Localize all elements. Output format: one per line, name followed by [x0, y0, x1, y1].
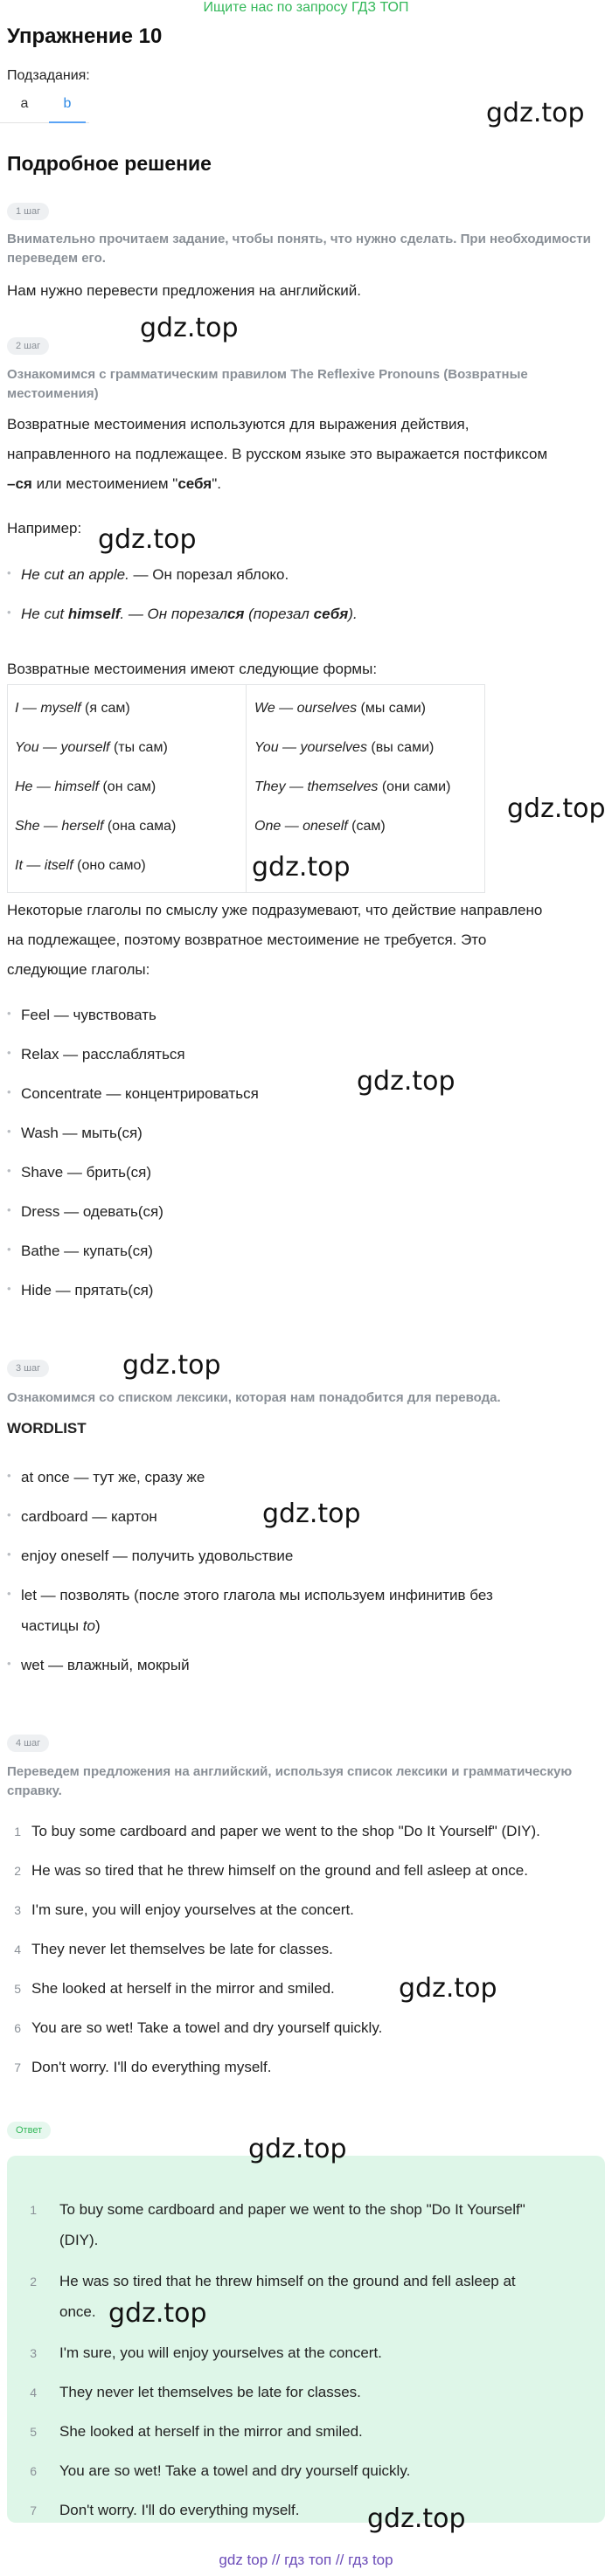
- table-cell: I — myself (я сам): [15, 701, 130, 716]
- list-number: 3: [14, 1903, 21, 1917]
- sentence: She looked at herself in the mirror and smiled.: [31, 1980, 335, 1997]
- step-intro: Ознакомимся со списком лексики, которая нам понадобится для перевода.: [7, 1390, 501, 1405]
- verb-item: • Wash — мыть(ся): [21, 1125, 143, 1142]
- watermark: gdz.top: [108, 2298, 207, 2329]
- forms-label: Возвратные местоимения имеют следующие формы:: [7, 661, 378, 677]
- list-number: 1: [30, 2203, 37, 2217]
- list-number: 7: [30, 2503, 37, 2517]
- table-cell: He — himself (он сам): [15, 779, 156, 794]
- wordlist-item: • cardboard — картон: [21, 1508, 157, 1526]
- watermark: gdz.top: [262, 1499, 361, 1529]
- example-item: [21, 606, 358, 623]
- suffix-term: –ся: [7, 475, 32, 492]
- active-tab-indicator: [49, 121, 86, 123]
- table-cell: You — yourselves (вы сами): [254, 740, 435, 755]
- list-number: 2: [14, 1864, 21, 1878]
- wordlist-heading: WORDLIST: [7, 1420, 87, 1437]
- sentence: He was so tired that he threw himself on the ground and fell asleep at once.: [31, 1862, 528, 1879]
- watermark: gdz.top: [507, 793, 606, 824]
- verb-item: • Relax — расслабляться: [21, 1046, 185, 1063]
- sentence: Don't worry. I'll do everything myself.: [31, 2059, 272, 2075]
- verb-item: • Concentrate — концентрироваться: [21, 1085, 259, 1103]
- step-badge: 1 шаг: [7, 203, 49, 220]
- footer-links[interactable]: gdz top // гдз топ // гдз top: [219, 2552, 393, 2568]
- watermark: gdz.top: [367, 2503, 466, 2534]
- sentence: To buy some cardboard and paper we went to the shop "Do It Yourself" (DIY).: [31, 1823, 540, 1839]
- pronoun-table: [7, 684, 485, 893]
- verb-item: • Dress — одевать(ся): [21, 1203, 163, 1221]
- table-cell: We — ourselves (мы сами): [254, 701, 426, 716]
- example-item: [21, 566, 289, 584]
- table-cell: One — oneself (сам): [254, 819, 386, 834]
- list-number: 5: [14, 1982, 21, 1996]
- watermark: gdz.top: [140, 313, 239, 343]
- pronoun-term: себя: [177, 475, 212, 492]
- grammar-line: направленного на подлежащее. В русском языке это выражается постфиксом: [7, 446, 548, 462]
- table-cell: She — herself (она сама): [15, 819, 177, 834]
- wordlist-item: • let — позволять (после этого глагола мы используем инфинитив без: [21, 1587, 493, 1604]
- example-ru: — Он порезал яблоко.: [129, 566, 289, 583]
- list-number: 6: [30, 2464, 37, 2478]
- verb-item: • Hide — прятать(ся): [21, 1282, 153, 1299]
- answer-sentence-continuation: (DIY).: [59, 2232, 99, 2248]
- step-badge: 2 шаг: [7, 337, 49, 355]
- grammar-line: Возвратные местоимения используются для выражения действия,: [7, 416, 469, 433]
- answer-sentence: You are so wet! Take a towel and dry yourself quickly.: [59, 2462, 411, 2479]
- watermark: gdz.top: [399, 1973, 497, 2004]
- list-number: 4: [14, 1942, 21, 1956]
- grammar-paragraph: [7, 410, 602, 499]
- paragraph-line: следующие глаголы:: [7, 961, 150, 978]
- table-cell: They — themselves (они сами): [254, 779, 451, 794]
- step-badge: 3 шаг: [7, 1360, 49, 1377]
- answer-box: [7, 2156, 605, 2523]
- step-intro: Внимательно прочитаем задание, чтобы понять, что нужно сделать. При необходимости переведем его.: [7, 232, 591, 266]
- grammar-line: [7, 469, 602, 499]
- paragraph-line: на подлежащее, поэтому возвратное местоимение не требуется. Это: [7, 931, 487, 948]
- wordlist-item: • wet — влажный, мокрый: [21, 1657, 190, 1674]
- verb-item: • Bathe — купать(ся): [21, 1243, 153, 1260]
- step-badge: 4 шаг: [7, 1735, 49, 1752]
- watermark: gdz.top: [486, 98, 585, 128]
- list-number: 3: [30, 2346, 37, 2360]
- tab-b[interactable]: b: [63, 96, 72, 111]
- answer-sentence: Don't worry. I'll do everything myself.: [59, 2502, 300, 2518]
- page-title: Упражнение 10: [7, 24, 163, 48]
- step-intro: Переведем предложения на английский, используя список лексики и грамматическую справку.: [7, 1764, 573, 1798]
- wordlist-item: • enjoy oneself — получить удовольствие: [21, 1548, 293, 1565]
- watermark: gdz.top: [98, 524, 197, 555]
- example-ru: . — Он порезал: [120, 606, 227, 622]
- sentence: You are so wet! Take a towel and dry yourself quickly.: [31, 2019, 383, 2036]
- answer-sentence: To buy some cardboard and paper we went to the shop "Do It Yourself": [59, 2201, 525, 2218]
- example-en: He cut: [21, 606, 68, 622]
- text-fragment: или местоимением ": [31, 475, 178, 492]
- solution-heading: Подробное решение: [7, 152, 212, 175]
- text-fragment: ".: [212, 475, 221, 492]
- sentence: I'm sure, you will enjoy yourselves at the concert.: [31, 1901, 354, 1918]
- table-divider: [246, 685, 247, 892]
- search-banner: Ищите нас по запросу ГДЗ ТОП: [203, 0, 409, 15]
- list-number: 2: [30, 2275, 37, 2289]
- example-en-bold: himself: [67, 606, 121, 622]
- example-ru-bold: себя: [313, 606, 349, 622]
- example-en: He cut an apple.: [21, 566, 129, 583]
- verb-item: • Shave — брить(ся): [21, 1164, 151, 1181]
- sentence: They never let themselves be late for classes.: [31, 1941, 333, 1957]
- tab-a[interactable]: a: [20, 96, 29, 111]
- answer-sentence: She looked at herself in the mirror and smiled.: [59, 2423, 363, 2440]
- table-cell: It — itself (оно само): [15, 858, 146, 873]
- example-label: Например:: [7, 520, 82, 537]
- step-intro: Ознакомимся с грамматическим правилом The Reflexive Pronouns (Возвратные местоимения): [7, 367, 528, 401]
- list-number: 4: [30, 2386, 37, 2399]
- answer-badge: Ответ: [7, 2122, 51, 2139]
- table-cell: You — yourself (ты сам): [15, 740, 168, 755]
- step-text: Нам нужно перевести предложения на английский.: [7, 282, 362, 299]
- answer-sentence-continuation: once.: [59, 2303, 96, 2320]
- watermark: gdz.top: [248, 2134, 347, 2164]
- subtasks-label: Подзадания:: [7, 68, 90, 83]
- list-number: 7: [14, 2060, 21, 2074]
- verb-item: • Feel — чувствовать: [21, 1007, 156, 1024]
- wordlist-item-continuation: частицы to): [21, 1617, 101, 1634]
- answer-sentence: I'm sure, you will enjoy yourselves at the concert.: [59, 2344, 382, 2361]
- example-ru: ).: [348, 606, 358, 622]
- verbs-paragraph: [7, 896, 602, 985]
- answer-sentence: They never let themselves be late for classes.: [59, 2384, 361, 2400]
- watermark: gdz.top: [357, 1066, 456, 1097]
- list-number: 5: [30, 2425, 37, 2439]
- watermark: gdz.top: [122, 1350, 221, 1381]
- list-number: 6: [14, 2021, 21, 2035]
- example-ru-bold: ся: [226, 606, 245, 622]
- answer-sentence: He was so tired that he threw himself on the ground and fell asleep at: [59, 2273, 516, 2289]
- watermark: gdz.top: [252, 852, 351, 883]
- list-number: 1: [14, 1825, 21, 1839]
- example-ru: (порезал: [244, 606, 314, 622]
- wordlist-item: • at once — тут же, сразу же: [21, 1469, 205, 1486]
- paragraph-line: Некоторые глаголы по смыслу уже подразумевают, что действие направлено: [7, 902, 543, 918]
